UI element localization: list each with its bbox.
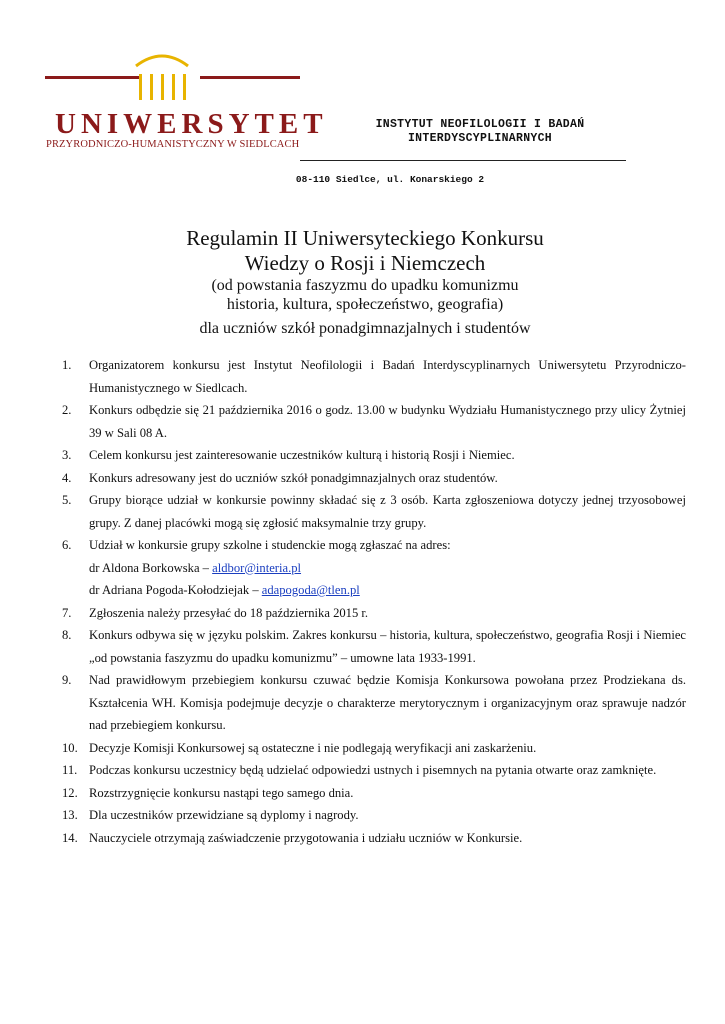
- university-logo-icon: [132, 52, 192, 108]
- title-audience: dla uczniów szkół ponadgimnazjalnych i studentów: [199, 320, 531, 337]
- contact-2-email-link[interactable]: adapogoda@tlen.pl: [261, 583, 360, 597]
- rule-text: Dla uczestników przewidziane są dyplomy i nagrody.: [89, 808, 359, 822]
- logo-subtitle: PRZYRODNICZO-HUMANISTYCZNY W SIEDLCACH: [46, 139, 300, 150]
- rule-item: [62, 782, 686, 805]
- rule-text: Zgłoszenia należy przesyłać do 18 października 2015 r.: [89, 605, 369, 620]
- rule-number: 3.: [62, 448, 72, 462]
- contact-1-email-link[interactable]: aldbor@interia.pl: [212, 560, 302, 575]
- contact-2: [89, 579, 686, 602]
- rule-number: 5.: [62, 493, 72, 507]
- rule-number: 7.: [62, 605, 72, 620]
- header-divider: [300, 160, 626, 161]
- rules-list: [62, 354, 686, 849]
- rule-text: Konkurs odbywa się w języku polskim. Zakres konkursu – historia, kultura, społeczeństwo, geografia Rosji i Niemiec „od powstania faszyzmu do upadku komunizmu” – umowne lata 1933-1991.: [89, 628, 686, 665]
- rule-item: [62, 354, 686, 399]
- logo-rule-right: [200, 76, 300, 79]
- rule-number: 1.: [62, 358, 72, 372]
- rule-text: Podczas konkursu uczestnicy będą udzielać odpowiedzi ustnych i pisemnych na pytania otwarte oraz zamknięte.: [89, 763, 657, 777]
- institute-line-2: INTERDYSCYPLINARNYCH: [407, 132, 553, 145]
- rule-item: [62, 759, 686, 782]
- rule-text: Celem konkursu jest zainteresowanie uczestników kulturą i historią Rosji i Niemiec.: [89, 448, 515, 462]
- title-line-2: Wiedzy o Rosji i Niemczech: [244, 251, 486, 275]
- contact-1-name: dr Aldona Borkowska –: [89, 560, 213, 575]
- rule-text: Konkurs adresowany jest do uczniów szkół ponadgimnazjalnych oraz studentów.: [89, 470, 498, 485]
- rule-number: 14.: [62, 830, 78, 845]
- rule-text: Nauczyciele otrzymają zaświadczenie przygotowania i udziału uczniów w Konkursie.: [89, 830, 523, 845]
- rule-number: 13.: [62, 808, 78, 822]
- rule-item: [62, 489, 686, 534]
- rule-item: [62, 624, 686, 669]
- rule-text: Rozstrzygnięcie konkursu nastąpi tego samego dnia.: [89, 785, 354, 800]
- rule-item: [62, 444, 686, 467]
- logo-name: UNIWERSYTET: [55, 108, 328, 140]
- rule-item: [62, 602, 686, 625]
- rule-item: [62, 827, 686, 850]
- rule-number: 8.: [62, 628, 72, 642]
- rule-text: Grupy biorące udział w konkursie powinny składać się z 3 osób. Karta zgłoszeniowa dotyczy jednej trzyosobowej grupy. Z danej placówki mogą się zgłosić maksymalnie trzy grupy.: [89, 493, 686, 530]
- logo-rule-left: [45, 76, 142, 79]
- institute-name: [300, 118, 660, 146]
- contact-1: [89, 557, 686, 580]
- rule-number: 6.: [62, 538, 72, 552]
- document-title: [60, 226, 670, 338]
- rule-text: Decyzje Komisji Konkursowej są ostateczne i nie podlegają weryfikacji ani zaskarżeniu.: [89, 740, 537, 755]
- title-line-4: historia, kultura, społeczeństwo, geografia): [226, 296, 504, 313]
- rule-number: 12.: [62, 785, 78, 800]
- rule-number: 11.: [62, 763, 78, 777]
- rule-text: Udział w konkursie grupy szkolne i studenckie mogą zgłaszać na adres:: [89, 538, 451, 552]
- address: 08-110 Siedlce, ul. Konarskiego 2: [295, 174, 485, 185]
- rule-number: 10.: [62, 740, 78, 755]
- rule-number: 9.: [62, 673, 72, 687]
- rule-number: 4.: [62, 470, 72, 485]
- rule-item: [62, 534, 686, 602]
- rule-number: 2.: [62, 403, 72, 417]
- rule-text: Organizatorem konkursu jest Instytut Neofilologii i Badań Interdyscyplinarnych Uniwersytetu Przyrodniczo-Humanistycznego w Siedlcach.: [89, 358, 686, 395]
- rule-item: [62, 804, 686, 827]
- rule-text: Konkurs odbędzie się 21 października 2016 o godz. 13.00 w budynku Wydziału Humanistycznego przy ulicy Żytniej 39 w Sali 08 A.: [89, 403, 686, 440]
- institute-line-1: INSTYTUT NEOFILOLOGII I BADAŃ: [375, 118, 585, 131]
- contact-2-name: dr Adriana Pogoda-Kołodziejak –: [89, 583, 262, 597]
- rule-item: [62, 669, 686, 737]
- rule-item: [62, 737, 686, 760]
- title-line-1: Regulamin II Uniwersyteckiego Konkursu: [186, 226, 544, 250]
- rule-text: Nad prawidłowym przebiegiem konkursu czuwać będzie Komisja Konkursowa powołana przez Prodziekana ds. Kształcenia WH. Komisja podejmuje decyzje o charakterze merytorycznym i organizacyjnym oraz sprawuje nadzór nad przebiegiem konkursu.: [89, 673, 686, 732]
- title-line-3: (od powstania faszyzmu do upadku komunizmu: [211, 277, 519, 294]
- rule-item: [62, 399, 686, 444]
- rule-item: [62, 467, 686, 490]
